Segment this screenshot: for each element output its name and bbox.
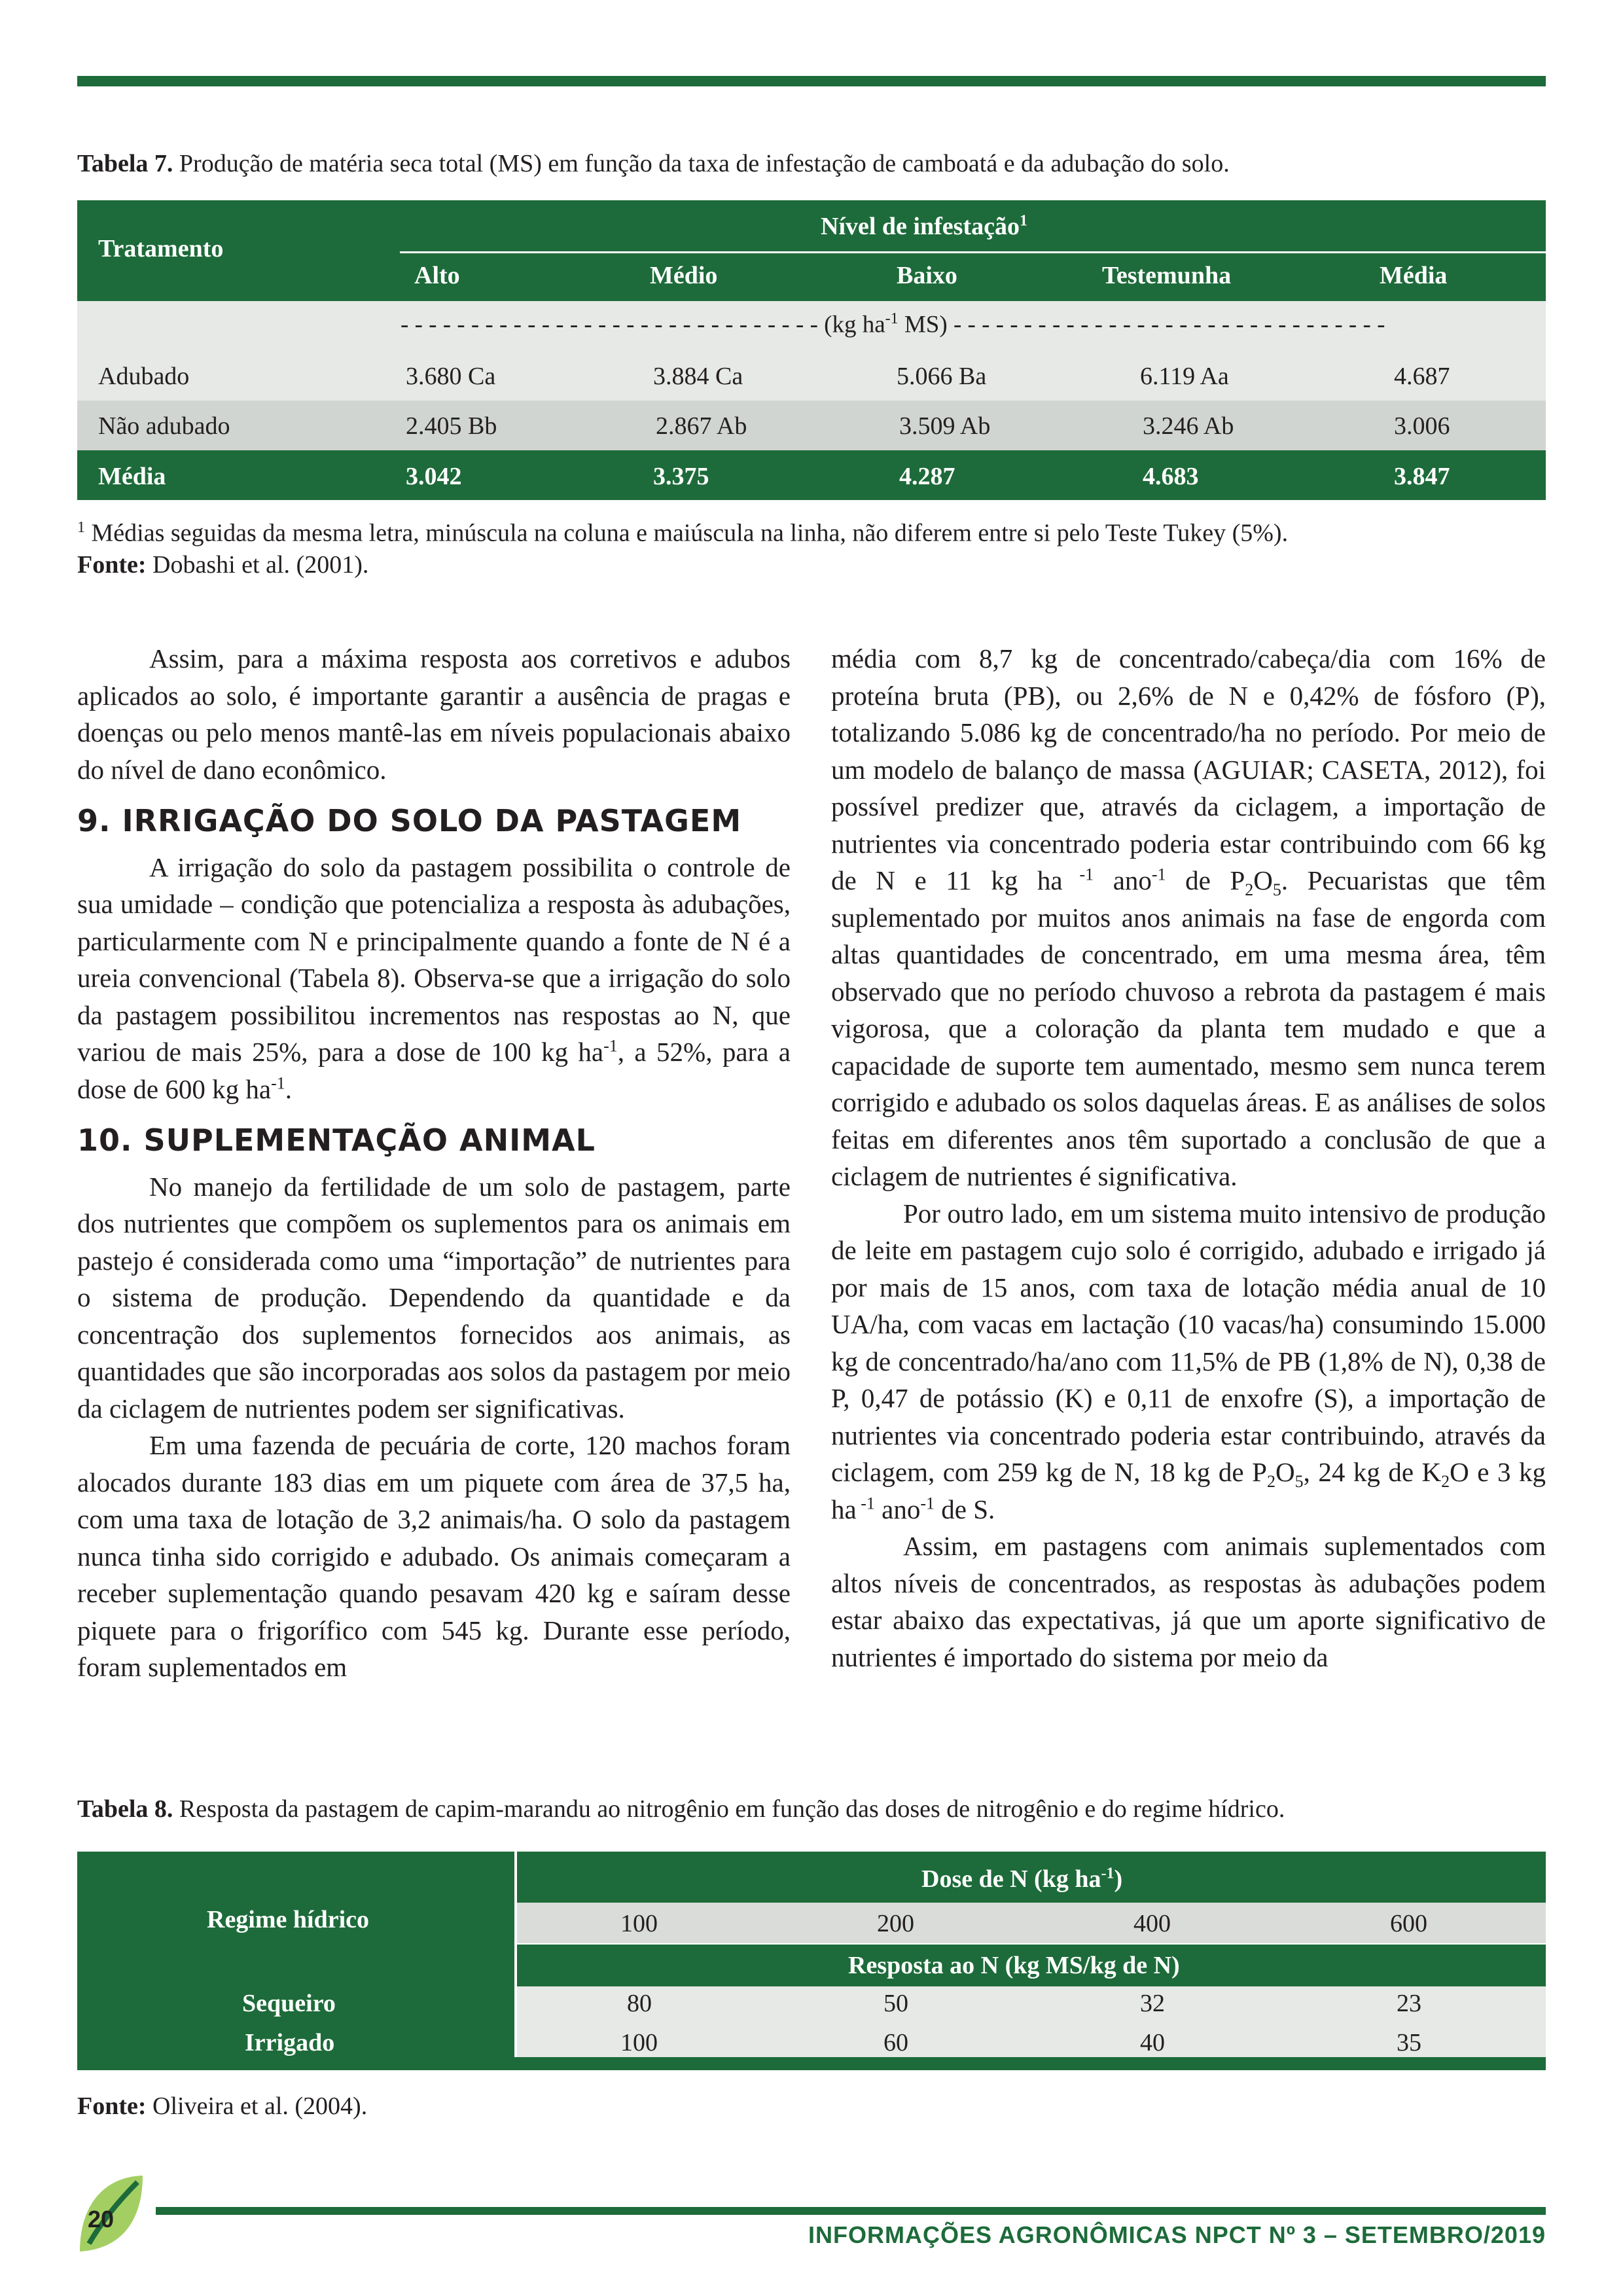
table7-cell: 3.246 Ab: [1143, 412, 1234, 440]
table7-col-testemunha: Testemunha: [1102, 262, 1232, 289]
table8-cell: 23: [1397, 1990, 1421, 2017]
table8-col-regime: Regime hídrico: [207, 1906, 370, 1933]
table8-cell: 80: [627, 1990, 652, 2017]
table7-cell: 5.066 Ba: [897, 363, 987, 390]
table7-col-treatment: Tratamento: [98, 235, 224, 262]
table7-cell: 6.119 Aa: [1140, 363, 1229, 390]
table7-caption: [77, 148, 1550, 179]
table7-cell: 2.405 Bb: [406, 412, 497, 440]
table7-caption-text: Produção de matéria seca total (MS) em função da taxa de infestação de camboatá e da adubação do solo.: [173, 150, 1230, 177]
table7-group-underline: [400, 251, 1558, 253]
table-row: [77, 450, 1546, 500]
table8-cell: 100: [620, 2029, 658, 2056]
footer-rule: [156, 2207, 1546, 2215]
paragraph: Assim, para a máxima resposta aos corretivos e adubos aplicados ao solo, é importante garantir a ausência de pragas e doenças ou pelo menos mantê-las em níveis populacionais abaixo do nível de dano econômico.: [77, 643, 791, 785]
table8-source: Fonte: Oliveira et al. (2004).: [77, 2092, 368, 2120]
table8-cell: 32: [1140, 1990, 1165, 2017]
table7: [77, 200, 1546, 500]
paragraph: média com 8,7 kg de concentrado/cabeça/dia com 16% de proteína bruta (PB), ou 2,6% de N e 0,42% de fósforo (P), totalizando 5.086 kg de concentrado/ha no período. Por meio de um modelo de balanço de massa (AGUIAR; CASETA, 2012), foi possível predizer que, através da ciclagem, a importação de nutrientes via concentrado poderia estar contribuindo com 66 kg de N e 11 kg ha $^{-1}$ ano$^{-1}$ de $P_2O_5$. Pecuaristas que têm suplementado por muitos anos animais na fase de engorda com altas quantidades de concentrado, em uma mesma área, têm observado que no período chuvoso a rebrota da pastagem é mais vigorosa, que a coloração da planta tem mudado e que a capacidade de suporte tem aumentado, mesmo sem nunca terem corrigido e adubado os solos daquelas áreas. E as análises de solos feitas em diferentes anos têm suportado a conclusão de que a ciclagem de nutrientes é significativa.: [831, 643, 1546, 1191]
table7-footnote: $^1$ Médias seguidas da mesma letra, minúscula na coluna e maiúscula na linha, não diferem entre si pelo Teste Tukey (5%).: [77, 519, 1289, 547]
table7-cell: 2.867 Ab: [656, 412, 747, 440]
table7-caption-label: Tabela 7.: [77, 150, 173, 177]
table7-notes: [77, 512, 1288, 581]
paragraph: Assim, em pastagens com animais suplementados com altos níveis de concentrados, as respostas às adubações podem estar abaixo das expectativas, já que um aporte significativo de nutrientes é importado do sistema por meio da: [831, 1531, 1546, 1672]
table-row: [77, 351, 1546, 401]
table7-col-media: Média: [1380, 262, 1448, 289]
table8-row-label: Irrigado: [245, 2029, 335, 2056]
paragraph: No manejo da fertilidade de um solo de pastagem, parte dos nutrientes que compõem os suplementos para os animais em pastejo é considerada como uma “importação” de nutrientes para o sistema de produção. Dependendo da quantidade e da concentração dos suplementos fornecidos aos animais, as quantidades que são incorporadas aos solos da pastagem por meio da ciclagem de nutrientes podem ser significativas.: [77, 1171, 791, 1424]
paragraph: Em uma fazenda de pecuária de corte, 120 machos foram alocados durante 183 dias em um piquete com área de 37,5 ha, com uma taxa de lotação de 3,2 animais/ha. O solo da pastagem nunca tinha sido corrigido e adubado. Os animais começaram a receber suplementação quando pesavam 420 kg e saíram desse piquete para o frigorífico com 545 kg. Durante esse período, foram suplementados em: [77, 1430, 791, 1682]
table8-cell: 60: [883, 2029, 908, 2056]
table7-col-alto: Alto: [414, 262, 460, 289]
table8-caption-label: Tabela 8.: [77, 1795, 173, 1823]
table7-source: Fonte: Dobashi et al. (2001).: [77, 550, 369, 579]
table7-cell: 3.006: [1394, 412, 1450, 440]
table7-cell: 3.884 Ca: [653, 363, 743, 390]
table7-row-label: Média: [98, 463, 166, 490]
table8-bottom-rule: [77, 2057, 1546, 2070]
footer-publication: INFORMAÇÕES AGRONÔMICAS NPCT Nº 3 – SETEMBRO/2019: [808, 2221, 1546, 2248]
table8-cell: 35: [1397, 2029, 1421, 2056]
table8-cell: 40: [1140, 2029, 1165, 2056]
right-column: [831, 640, 1546, 1676]
table8-dose: 400: [1133, 1910, 1171, 1937]
table8-cell: 50: [883, 1990, 908, 2017]
table8-left-column: [77, 1852, 514, 2057]
table-row: [77, 401, 1546, 450]
table7-cell: 4.687: [1394, 363, 1450, 390]
table7-cell: 3.847: [1394, 463, 1450, 490]
table8-caption-text: Resposta da pastagem de capim-marandu ao nitrogênio em função das doses de nitrogênio e do regime hídrico.: [173, 1795, 1285, 1823]
section-heading-9: 9. IRRIGAÇÃO DO SOLO DA PASTAGEM: [77, 803, 742, 838]
table8-caption: [77, 1793, 1550, 1825]
table7-row-label: Adubado: [98, 363, 190, 390]
table7-row-label: Não adubado: [98, 412, 230, 440]
table7-units: - - - - - - - - - - - - - - - - - - - - - - - - - - - - - - (kg $ha^{-1}$ MS) - - - - - - - - - - - - - - - - - - - - - - - - - - - - - - -: [401, 310, 1385, 338]
table8-dose-title: Dose de N (kg $ha^{-1}$): [921, 1865, 1123, 1893]
table7-cell: 4.683: [1143, 463, 1199, 490]
table7-group-header: Nível de infestação$^1$: [821, 212, 1027, 240]
top-rule: [77, 76, 1546, 86]
left-column: [77, 640, 791, 1686]
table7-col-medio: Médio: [650, 262, 718, 289]
table8: [77, 1852, 1546, 2070]
page-number: 20: [88, 2206, 115, 2233]
paragraph: A irrigação do solo da pastagem possibilita o controle de sua umidade – condição que potencializa a resposta às adubações, particularmente com N e principalmente quando a fonte de N é a ureia convencional (Tabela 8). Observa-se que a irrigação do solo da pastagem possibilitou incrementos nas respostas ao N, que variou de mais 25%, para a dose de 100 kg $ha^{-1}$, a 52%, para a dose de 600 kg $ha^{-1}$.: [77, 852, 791, 1104]
table7-cell: 3.042: [406, 463, 462, 490]
table8-dose: 100: [620, 1910, 658, 1937]
table8-data-area: [517, 1986, 1546, 2057]
table7-cell: 4.287: [899, 463, 955, 490]
table7-cell: 3.375: [653, 463, 709, 490]
table8-response-title: Resposta ao N (kg MS/kg de N): [848, 1952, 1180, 1979]
table7-cell: 3.509 Ab: [899, 412, 991, 440]
table7-header: [77, 200, 1546, 301]
table7-cell: 3.680 Ca: [406, 363, 496, 390]
paragraph: Por outro lado, em um sistema muito intensivo de produção de leite em pastagem cujo solo é corrigido, adubado e irrigado já por mais de 15 anos, com taxa de lotação média anual de 10 UA/ha, com vacas em lactação (10 vacas/ha) consumindo 15.000 kg de concentrado/ha/ano com 11,5% de PB (1,8% de N), 0,38 de P, 0,47 de potássio (K) e 0,11 de enxofre (S), a importação de nutrientes via concentrado poderia estar contribuindo, através da ciclagem, com 259 kg de N, 18 kg de $P_2O_5$, 24 kg de $K_2O$ e 3 kg ha $^{-1}$ ano$^{-1}$ de S.: [831, 1198, 1546, 1524]
table8-row-label: Sequeiro: [242, 1990, 336, 2017]
table8-dose: 600: [1390, 1910, 1427, 1937]
table7-col-baixo: Baixo: [897, 262, 957, 289]
section-heading-10: 10. SUPLEMENTAÇÃO ANIMAL: [77, 1122, 596, 1158]
table8-dose: 200: [877, 1910, 914, 1937]
